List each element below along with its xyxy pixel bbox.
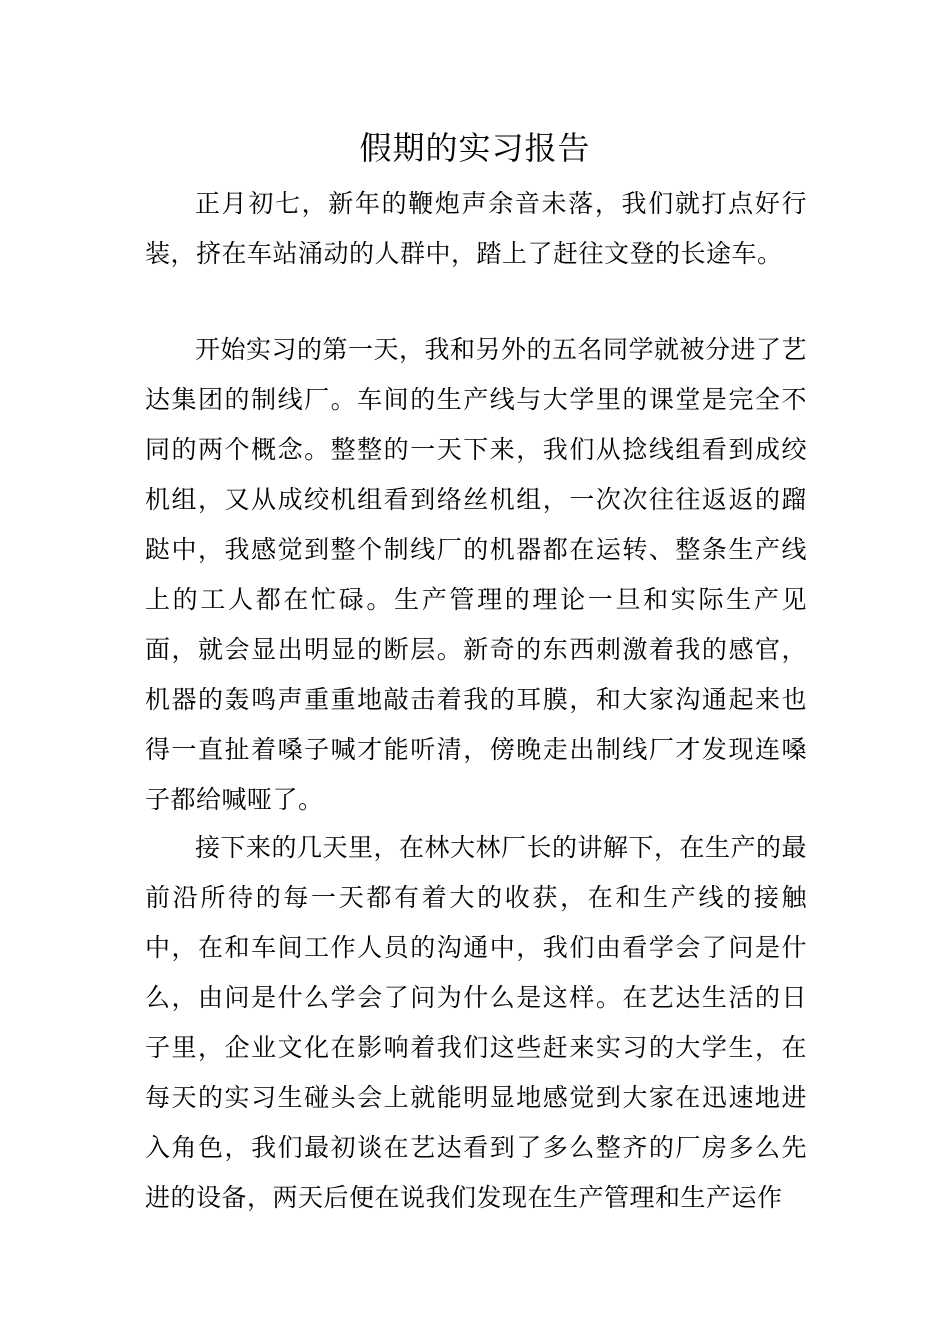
paragraph-1: 正月初七，新年的鞭炮声余音未落，我们就打点好行装，挤在车站涌动的人群中，踏上了赶往文登的长途车。	[145, 189, 807, 268]
document-title: 假期的实习报告	[359, 129, 591, 167]
paragraph-3: 接下来的几天里，在林大林厂长的讲解下，在生产的最前沿所待的每一天都有着大的收获，在和生产线的接触中，在和车间工作人员的沟通中，我们由看学会了问是什么，由问是什么学会了问为什么是这样。在艺达生活的日子里，企业文化在影响着我们这些赶来实习的大学生，在每天的实习生碰头会上就能明显地感觉到大家在迅速地进入角色，我们最初谈在艺达看到了多么整齐的厂房多么先进的设备，两天后便在说我们发现在生产管理和生产运作	[145, 833, 808, 1212]
paragraph-2: 开始实习的第一天，我和另外的五名同学就被分进了艺达集团的制线厂。车间的生产线与大学里的课堂是完全不同的两个概念。整整的一天下来，我们从捻线组看到成绞机组，又从成绞机组看到络丝机组，一次次往往返返的蹓跶中，我感觉到整个制线厂的机器都在运转、整条生产线上的工人都在忙碌。生产管理的理论一旦和实际生产见面，就会显出明显的断层。新奇的东西刺激着我的感官，机器的轰鸣声重重地敲击着我的耳膜，和大家沟通起来也得一直扯着嗓子喊才能听清，傍晚走出制线厂才发现连嗓子都给喊哑了。	[145, 335, 808, 814]
